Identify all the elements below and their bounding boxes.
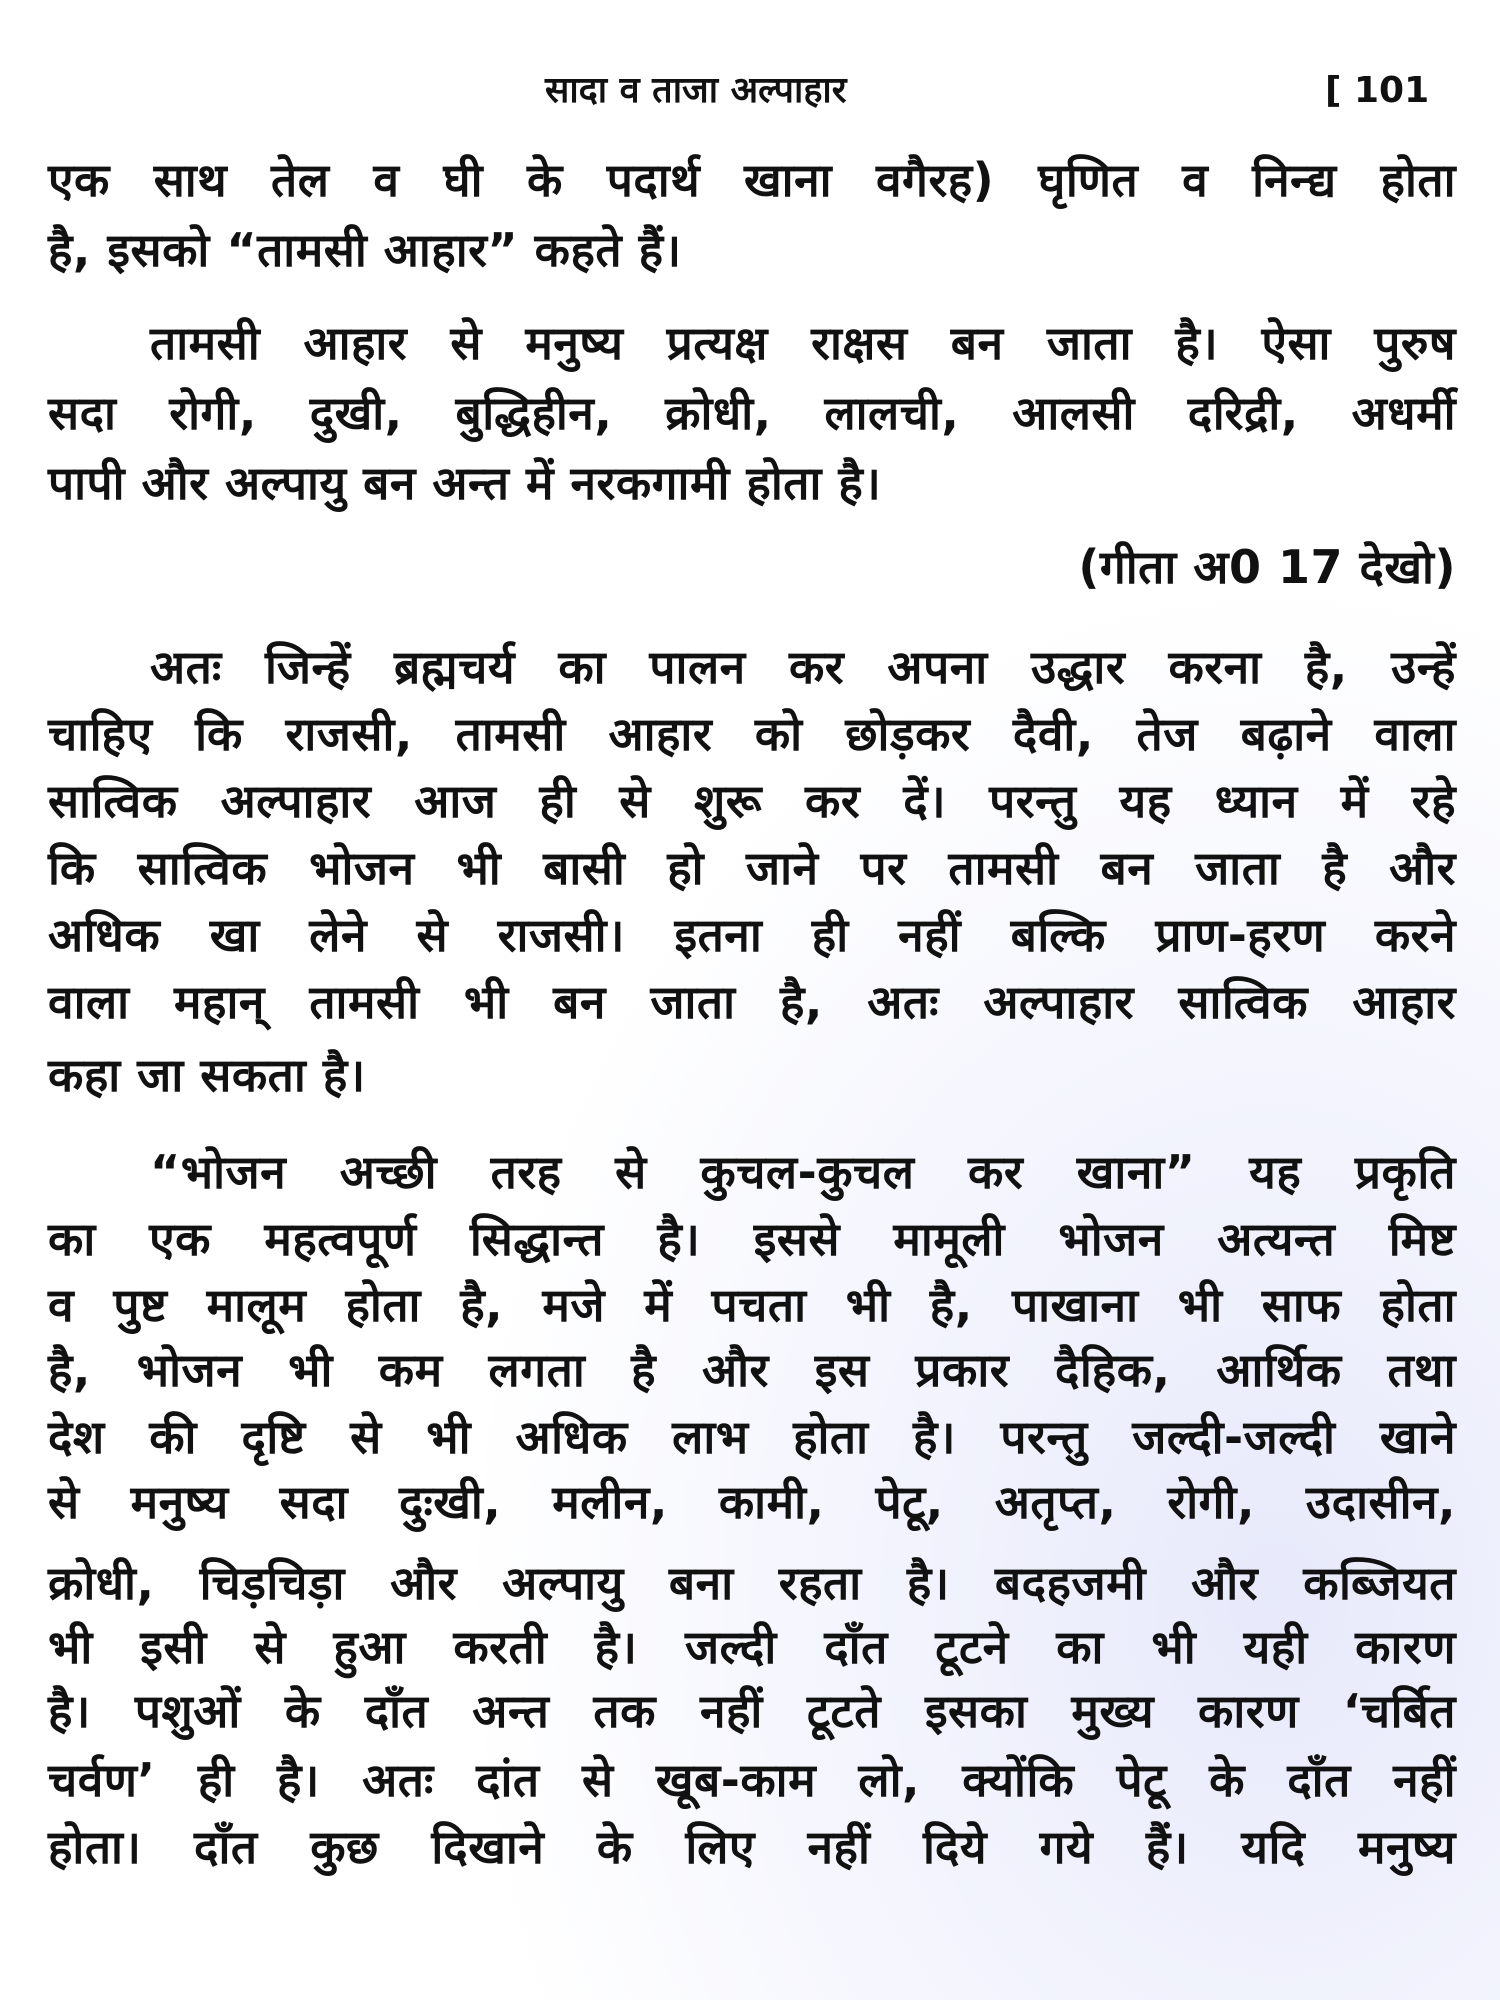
text-line: कि सात्विक भोजन भी बासी हो जाने पर तामसी बन जाता है और <box>48 841 1456 895</box>
text-line: चाहिए कि राजसी, तामसी आहार को छोड़कर दैवी, तेज बढ़ाने वाला <box>48 707 1456 761</box>
text-line: भी इसी से हुआ करती है। जल्दी दाँत टूटने का भी यही कारण <box>48 1620 1456 1674</box>
text-line: व पुष्ट मालूम होता है, मजे में पचता भी है, पाखाना भी साफ होता <box>48 1278 1456 1332</box>
text-line: होता। दाँत कुछ दिखाने के लिए नहीं दिये गये हैं। यदि मनुष्य <box>48 1820 1456 1874</box>
text-line: एक साथ तेल व घी के पदार्थ खाना वगैरह) घृणित व निन्द्य होता <box>48 153 1456 207</box>
chapter-title: सादा व ताजा अल्पाहार <box>545 70 847 111</box>
text-line: से मनुष्य सदा दुःखी, मलीन, कामी, पेटू, अतृप्त, रोगी, उदासीन, <box>48 1475 1456 1529</box>
text-line: अधिक खा लेने से राजसी। इतना ही नहीं बल्कि प्राण-हरण करने <box>48 908 1456 962</box>
paragraph-start-line: अतः जिन्हें ब्रह्मचर्य का पालन कर अपना उद्धार करना है, उन्हें <box>150 640 1456 694</box>
text-line: क्रोधी, चिड़चिड़ा और अल्पायु बना रहता है। बदहजमी और कब्जियत <box>48 1556 1456 1610</box>
paragraph-start-line: “भोजन अच्छी तरह से कुचल-कुचल कर खाना” यह प्रकृति <box>150 1145 1456 1199</box>
text-line: है। पशुओं के दाँत अन्त तक नहीं टूटते इसका मुख्य कारण ‘चर्बित <box>48 1684 1456 1738</box>
text-line: चर्वण’ ही है। अतः दांत से खूब-काम लो, क्योंकि पेटू के दाँत नहीं <box>48 1753 1456 1807</box>
text-line: सात्विक अल्पाहार आज ही से शुरू कर दें। परन्तु यह ध्यान में रहे <box>48 774 1456 828</box>
text-line: कहा जा सकता है। <box>48 1048 366 1102</box>
text-line: का एक महत्वपूर्ण सिद्धान्त है। इससे मामूली भोजन अत्यन्त मिष्ट <box>48 1212 1456 1266</box>
citation: (गीता अ0 17 देखो) <box>1078 540 1456 594</box>
text-line: पापी और अल्पायु बन अन्त में नरकगामी होता है। <box>48 456 882 510</box>
paragraph-start-line: तामसी आहार से मनुष्य प्रत्यक्ष राक्षस बन जाता है। ऐसा पुरुष <box>150 316 1456 370</box>
text-line: है, भोजन भी कम लगता है और इस प्रकार दैहिक, आर्थिक तथा <box>48 1343 1456 1397</box>
text-line: सदा रोगी, दुखी, बुद्धिहीन, क्रोधी, लालची, आलसी दरिद्री, अधर्मी <box>48 386 1456 440</box>
text-line: वाला महान् तामसी भी बन जाता है, अतः अल्पाहार सात्विक आहार <box>48 975 1456 1029</box>
text-line: है, इसको “तामसी आहार” कहते हैं। <box>48 223 682 277</box>
text-line: देश की दृष्टि से भी अधिक लाभ होता है। परन्तु जल्दी-जल्दी खाने <box>48 1410 1456 1464</box>
page-number: [ 101 <box>1325 70 1430 111</box>
